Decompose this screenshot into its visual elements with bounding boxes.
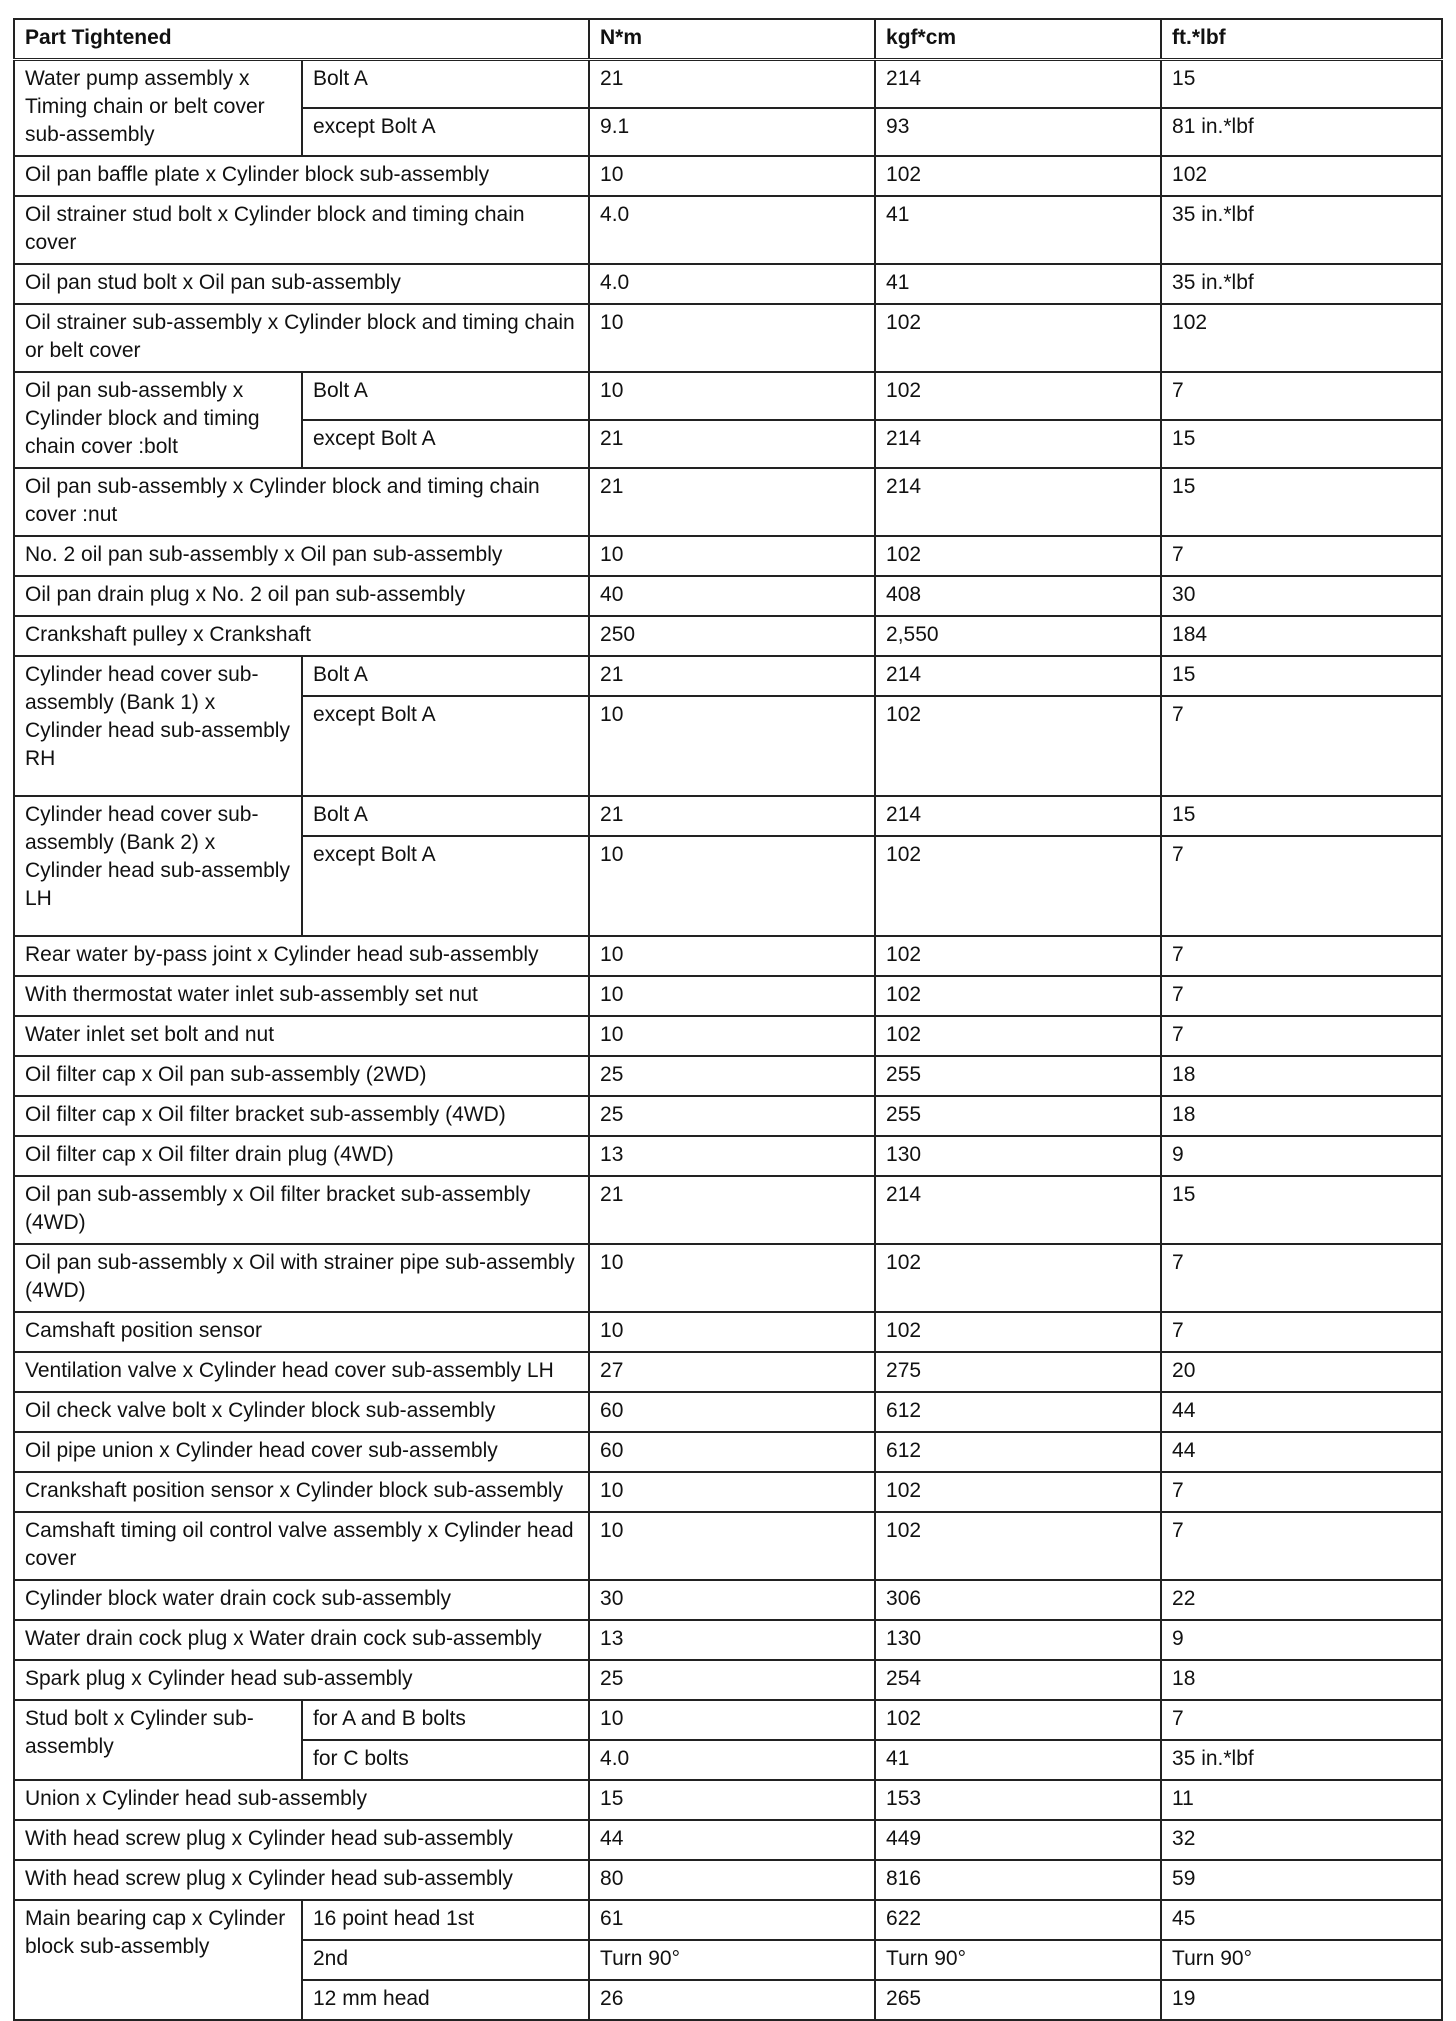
part-tightened-cell: Oil pipe union x Cylinder head cover sub-assembly (14, 1432, 589, 1472)
torque-ft-lbf-cell: 22 (1161, 1580, 1442, 1620)
table-row (14, 1780, 1442, 1820)
torque-kgf-cm-cell: 93 (875, 108, 1161, 156)
torque-kgf-cm-cell: 275 (875, 1352, 1161, 1392)
part-tightened-cell: Union x Cylinder head sub-assembly (14, 1780, 589, 1820)
part-tightened-cell: Oil pan sub-assembly x Cylinder block and timing chain cover :nut (14, 468, 589, 536)
torque-nm-cell: 21 (589, 420, 875, 468)
torque-specification-table (13, 18, 1443, 2021)
torque-nm-cell: 4.0 (589, 1740, 875, 1780)
torque-kgf-cm-cell: 214 (875, 420, 1161, 468)
part-tightened-cell: With thermostat water inlet sub-assembly set nut (14, 976, 589, 1016)
header-row (14, 19, 1442, 60)
table-row (14, 1136, 1442, 1176)
torque-kgf-cm-cell: 408 (875, 576, 1161, 616)
part-tightened-cell: Oil filter cap x Oil pan sub-assembly (2WD) (14, 1056, 589, 1096)
part-tightened-cell: Oil strainer stud bolt x Cylinder block and timing chain cover (14, 196, 589, 264)
table-row (14, 1392, 1442, 1432)
torque-nm-cell: 25 (589, 1660, 875, 1700)
torque-nm-cell: 10 (589, 976, 875, 1016)
fastener-condition-cell: Bolt A (302, 372, 589, 420)
torque-ft-lbf-cell: 7 (1161, 696, 1442, 796)
torque-ft-lbf-cell: 45 (1161, 1900, 1442, 1940)
torque-kgf-cm-cell: 306 (875, 1580, 1161, 1620)
part-tightened-cell: Oil pan sub-assembly x Cylinder block and timing chain cover :bolt (14, 372, 302, 468)
fastener-condition-cell: 12 mm head (302, 1980, 589, 2020)
torque-nm-cell: 15 (589, 1780, 875, 1820)
torque-nm-cell: 21 (589, 1176, 875, 1244)
torque-nm-cell: 80 (589, 1860, 875, 1900)
torque-kgf-cm-cell: 102 (875, 1700, 1161, 1740)
part-tightened-cell: Oil check valve bolt x Cylinder block sub-assembly (14, 1392, 589, 1432)
torque-kgf-cm-cell: 130 (875, 1136, 1161, 1176)
torque-ft-lbf-cell: 32 (1161, 1820, 1442, 1860)
table-row (14, 156, 1442, 196)
part-tightened-cell: Camshaft timing oil control valve assembly x Cylinder head cover (14, 1512, 589, 1580)
part-tightened-cell: Rear water by-pass joint x Cylinder head sub-assembly (14, 936, 589, 976)
table-row (14, 196, 1442, 264)
torque-kgf-cm-cell: 214 (875, 60, 1161, 109)
part-tightened-cell: Crankshaft pulley x Crankshaft (14, 616, 589, 656)
torque-ft-lbf-cell: 9 (1161, 1620, 1442, 1660)
table-row (14, 656, 1442, 696)
table-row (14, 616, 1442, 656)
fastener-condition-cell: for C bolts (302, 1740, 589, 1780)
torque-ft-lbf-cell: 7 (1161, 1700, 1442, 1740)
header-ft-lbf: ft.*lbf (1161, 19, 1442, 60)
torque-kgf-cm-cell: 449 (875, 1820, 1161, 1860)
torque-nm-cell: 10 (589, 304, 875, 372)
header-nm: N*m (589, 19, 875, 60)
torque-ft-lbf-cell: 7 (1161, 1512, 1442, 1580)
torque-kgf-cm-cell: 102 (875, 1244, 1161, 1312)
torque-kgf-cm-cell: 102 (875, 536, 1161, 576)
torque-nm-cell: 13 (589, 1136, 875, 1176)
torque-nm-cell: 9.1 (589, 108, 875, 156)
torque-ft-lbf-cell: 35 in.*lbf (1161, 196, 1442, 264)
torque-kgf-cm-cell: 102 (875, 976, 1161, 1016)
torque-ft-lbf-cell: 59 (1161, 1860, 1442, 1900)
torque-ft-lbf-cell: 18 (1161, 1056, 1442, 1096)
torque-ft-lbf-cell: 19 (1161, 1980, 1442, 2020)
torque-ft-lbf-cell: 44 (1161, 1432, 1442, 1472)
torque-kgf-cm-cell: 130 (875, 1620, 1161, 1660)
fastener-condition-cell: 2nd (302, 1940, 589, 1980)
part-tightened-cell: Water pump assembly x Timing chain or belt cover sub-assembly (14, 60, 302, 157)
torque-kgf-cm-cell: 612 (875, 1432, 1161, 1472)
table-row (14, 468, 1442, 536)
fastener-condition-cell: Bolt A (302, 60, 589, 109)
torque-ft-lbf-cell: Turn 90° (1161, 1940, 1442, 1980)
torque-nm-cell: 10 (589, 936, 875, 976)
torque-nm-cell: 44 (589, 1820, 875, 1860)
torque-ft-lbf-cell: 184 (1161, 616, 1442, 656)
torque-ft-lbf-cell: 18 (1161, 1096, 1442, 1136)
table-row (14, 372, 1442, 420)
header-part-tightened: Part Tightened (14, 19, 589, 60)
torque-nm-cell: 60 (589, 1432, 875, 1472)
torque-ft-lbf-cell: 35 in.*lbf (1161, 1740, 1442, 1780)
part-tightened-cell: Oil pan drain plug x No. 2 oil pan sub-assembly (14, 576, 589, 616)
table-row (14, 1860, 1442, 1900)
part-tightened-cell: Cylinder block water drain cock sub-assembly (14, 1580, 589, 1620)
torque-kgf-cm-cell: 102 (875, 156, 1161, 196)
table-row (14, 1900, 1442, 1940)
torque-kgf-cm-cell: Turn 90° (875, 1940, 1161, 1980)
torque-ft-lbf-cell: 7 (1161, 976, 1442, 1016)
torque-kgf-cm-cell: 622 (875, 1900, 1161, 1940)
torque-nm-cell: 21 (589, 468, 875, 536)
part-tightened-cell: No. 2 oil pan sub-assembly x Oil pan sub-assembly (14, 536, 589, 576)
table-row (14, 536, 1442, 576)
torque-kgf-cm-cell: 2,550 (875, 616, 1161, 656)
torque-kgf-cm-cell: 153 (875, 1780, 1161, 1820)
torque-nm-cell: 61 (589, 1900, 875, 1940)
table-row (14, 1244, 1442, 1312)
table-row (14, 304, 1442, 372)
table-row (14, 1056, 1442, 1096)
torque-nm-cell: 10 (589, 372, 875, 420)
table-row (14, 936, 1442, 976)
table-row (14, 1580, 1442, 1620)
part-tightened-cell: Cylinder head cover sub-assembly (Bank 1) x Cylinder head sub-assembly RH (14, 656, 302, 796)
torque-ft-lbf-cell: 35 in.*lbf (1161, 264, 1442, 304)
torque-nm-cell: 10 (589, 1016, 875, 1056)
fastener-condition-cell: except Bolt A (302, 108, 589, 156)
table-row (14, 1700, 1442, 1740)
fastener-condition-cell: for A and B bolts (302, 1700, 589, 1740)
torque-kgf-cm-cell: 102 (875, 1312, 1161, 1352)
torque-ft-lbf-cell: 15 (1161, 420, 1442, 468)
torque-nm-cell: 10 (589, 1312, 875, 1352)
torque-nm-cell: 10 (589, 1700, 875, 1740)
part-tightened-cell: Crankshaft position sensor x Cylinder block sub-assembly (14, 1472, 589, 1512)
torque-kgf-cm-cell: 102 (875, 1512, 1161, 1580)
table-row (14, 1620, 1442, 1660)
torque-nm-cell: 10 (589, 536, 875, 576)
torque-kgf-cm-cell: 612 (875, 1392, 1161, 1432)
torque-nm-cell: 10 (589, 1512, 875, 1580)
torque-nm-cell: 21 (589, 60, 875, 109)
part-tightened-cell: Oil filter cap x Oil filter drain plug (4WD) (14, 1136, 589, 1176)
part-tightened-cell: Oil filter cap x Oil filter bracket sub-assembly (4WD) (14, 1096, 589, 1136)
torque-ft-lbf-cell: 102 (1161, 304, 1442, 372)
table-row (14, 796, 1442, 836)
torque-nm-cell: 21 (589, 656, 875, 696)
torque-ft-lbf-cell: 7 (1161, 1016, 1442, 1056)
torque-ft-lbf-cell: 7 (1161, 936, 1442, 976)
torque-kgf-cm-cell: 214 (875, 468, 1161, 536)
torque-kgf-cm-cell: 102 (875, 936, 1161, 976)
torque-nm-cell: 250 (589, 616, 875, 656)
torque-nm-cell: 4.0 (589, 196, 875, 264)
torque-ft-lbf-cell: 7 (1161, 1312, 1442, 1352)
torque-ft-lbf-cell: 7 (1161, 836, 1442, 936)
part-tightened-cell: Oil pan sub-assembly x Oil with strainer pipe sub-assembly (4WD) (14, 1244, 589, 1312)
part-tightened-cell: Oil strainer sub-assembly x Cylinder block and timing chain or belt cover (14, 304, 589, 372)
torque-nm-cell: 4.0 (589, 264, 875, 304)
table-row (14, 60, 1442, 109)
torque-nm-cell: 10 (589, 1472, 875, 1512)
torque-kgf-cm-cell: 102 (875, 696, 1161, 796)
table-row (14, 1512, 1442, 1580)
torque-nm-cell: 25 (589, 1096, 875, 1136)
fastener-condition-cell: 16 point head 1st (302, 1900, 589, 1940)
torque-ft-lbf-cell: 11 (1161, 1780, 1442, 1820)
torque-ft-lbf-cell: 20 (1161, 1352, 1442, 1392)
torque-kgf-cm-cell: 816 (875, 1860, 1161, 1900)
part-tightened-cell: Water inlet set bolt and nut (14, 1016, 589, 1056)
torque-nm-cell: 26 (589, 1980, 875, 2020)
torque-nm-cell: 40 (589, 576, 875, 616)
torque-nm-cell: 10 (589, 156, 875, 196)
torque-ft-lbf-cell: 15 (1161, 656, 1442, 696)
part-tightened-cell: With head screw plug x Cylinder head sub-assembly (14, 1860, 589, 1900)
fastener-condition-cell: except Bolt A (302, 420, 589, 468)
torque-ft-lbf-cell: 7 (1161, 1244, 1442, 1312)
torque-kgf-cm-cell: 214 (875, 1176, 1161, 1244)
torque-kgf-cm-cell: 102 (875, 1016, 1161, 1056)
torque-nm-cell: 10 (589, 836, 875, 936)
part-tightened-cell: With head screw plug x Cylinder head sub-assembly (14, 1820, 589, 1860)
torque-ft-lbf-cell: 44 (1161, 1392, 1442, 1432)
torque-nm-cell: 21 (589, 796, 875, 836)
torque-ft-lbf-cell: 18 (1161, 1660, 1442, 1700)
torque-kgf-cm-cell: 102 (875, 1472, 1161, 1512)
table-row (14, 576, 1442, 616)
part-tightened-cell: Camshaft position sensor (14, 1312, 589, 1352)
table-row (14, 1016, 1442, 1056)
table-row (14, 1176, 1442, 1244)
table-row (14, 1472, 1442, 1512)
torque-kgf-cm-cell: 214 (875, 796, 1161, 836)
torque-kgf-cm-cell: 255 (875, 1096, 1161, 1136)
part-tightened-cell: Oil pan stud bolt x Oil pan sub-assembly (14, 264, 589, 304)
fastener-condition-cell: Bolt A (302, 656, 589, 696)
part-tightened-cell: Spark plug x Cylinder head sub-assembly (14, 1660, 589, 1700)
torque-ft-lbf-cell: 15 (1161, 468, 1442, 536)
torque-ft-lbf-cell: 30 (1161, 576, 1442, 616)
table-body (14, 60, 1442, 2021)
fastener-condition-cell: except Bolt A (302, 696, 589, 796)
table-row (14, 1432, 1442, 1472)
torque-nm-cell: 27 (589, 1352, 875, 1392)
part-tightened-cell: Stud bolt x Cylinder sub-assembly (14, 1700, 302, 1780)
torque-kgf-cm-cell: 102 (875, 836, 1161, 936)
torque-nm-cell: 10 (589, 1244, 875, 1312)
torque-ft-lbf-cell: 102 (1161, 156, 1442, 196)
part-tightened-cell: Ventilation valve x Cylinder head cover sub-assembly LH (14, 1352, 589, 1392)
fastener-condition-cell: Bolt A (302, 796, 589, 836)
table-row (14, 1312, 1442, 1352)
torque-kgf-cm-cell: 41 (875, 1740, 1161, 1780)
torque-ft-lbf-cell: 9 (1161, 1136, 1442, 1176)
part-tightened-cell: Cylinder head cover sub-assembly (Bank 2) x Cylinder head sub-assembly LH (14, 796, 302, 936)
torque-kgf-cm-cell: 254 (875, 1660, 1161, 1700)
part-tightened-cell: Main bearing cap x Cylinder block sub-assembly (14, 1900, 302, 2020)
torque-ft-lbf-cell: 7 (1161, 536, 1442, 576)
torque-ft-lbf-cell: 81 in.*lbf (1161, 108, 1442, 156)
torque-kgf-cm-cell: 265 (875, 1980, 1161, 2020)
fastener-condition-cell: except Bolt A (302, 836, 589, 936)
torque-nm-cell: 13 (589, 1620, 875, 1660)
part-tightened-cell: Water drain cock plug x Water drain cock sub-assembly (14, 1620, 589, 1660)
torque-kgf-cm-cell: 255 (875, 1056, 1161, 1096)
torque-ft-lbf-cell: 15 (1161, 1176, 1442, 1244)
torque-ft-lbf-cell: 7 (1161, 1472, 1442, 1512)
torque-kgf-cm-cell: 102 (875, 372, 1161, 420)
part-tightened-cell: Oil pan sub-assembly x Oil filter bracket sub-assembly (4WD) (14, 1176, 589, 1244)
torque-ft-lbf-cell: 15 (1161, 796, 1442, 836)
table-row (14, 1820, 1442, 1860)
torque-nm-cell: 30 (589, 1580, 875, 1620)
torque-nm-cell: Turn 90° (589, 1940, 875, 1980)
table-row (14, 1096, 1442, 1136)
torque-kgf-cm-cell: 41 (875, 264, 1161, 304)
torque-ft-lbf-cell: 7 (1161, 372, 1442, 420)
torque-nm-cell: 60 (589, 1392, 875, 1432)
torque-kgf-cm-cell: 102 (875, 304, 1161, 372)
table-row (14, 976, 1442, 1016)
table-row (14, 264, 1442, 304)
torque-ft-lbf-cell: 15 (1161, 60, 1442, 109)
part-tightened-cell: Oil pan baffle plate x Cylinder block sub-assembly (14, 156, 589, 196)
table-row (14, 1352, 1442, 1392)
torque-nm-cell: 10 (589, 696, 875, 796)
torque-kgf-cm-cell: 41 (875, 196, 1161, 264)
header-kgf-cm: kgf*cm (875, 19, 1161, 60)
torque-kgf-cm-cell: 214 (875, 656, 1161, 696)
torque-nm-cell: 25 (589, 1056, 875, 1096)
table-row (14, 1660, 1442, 1700)
